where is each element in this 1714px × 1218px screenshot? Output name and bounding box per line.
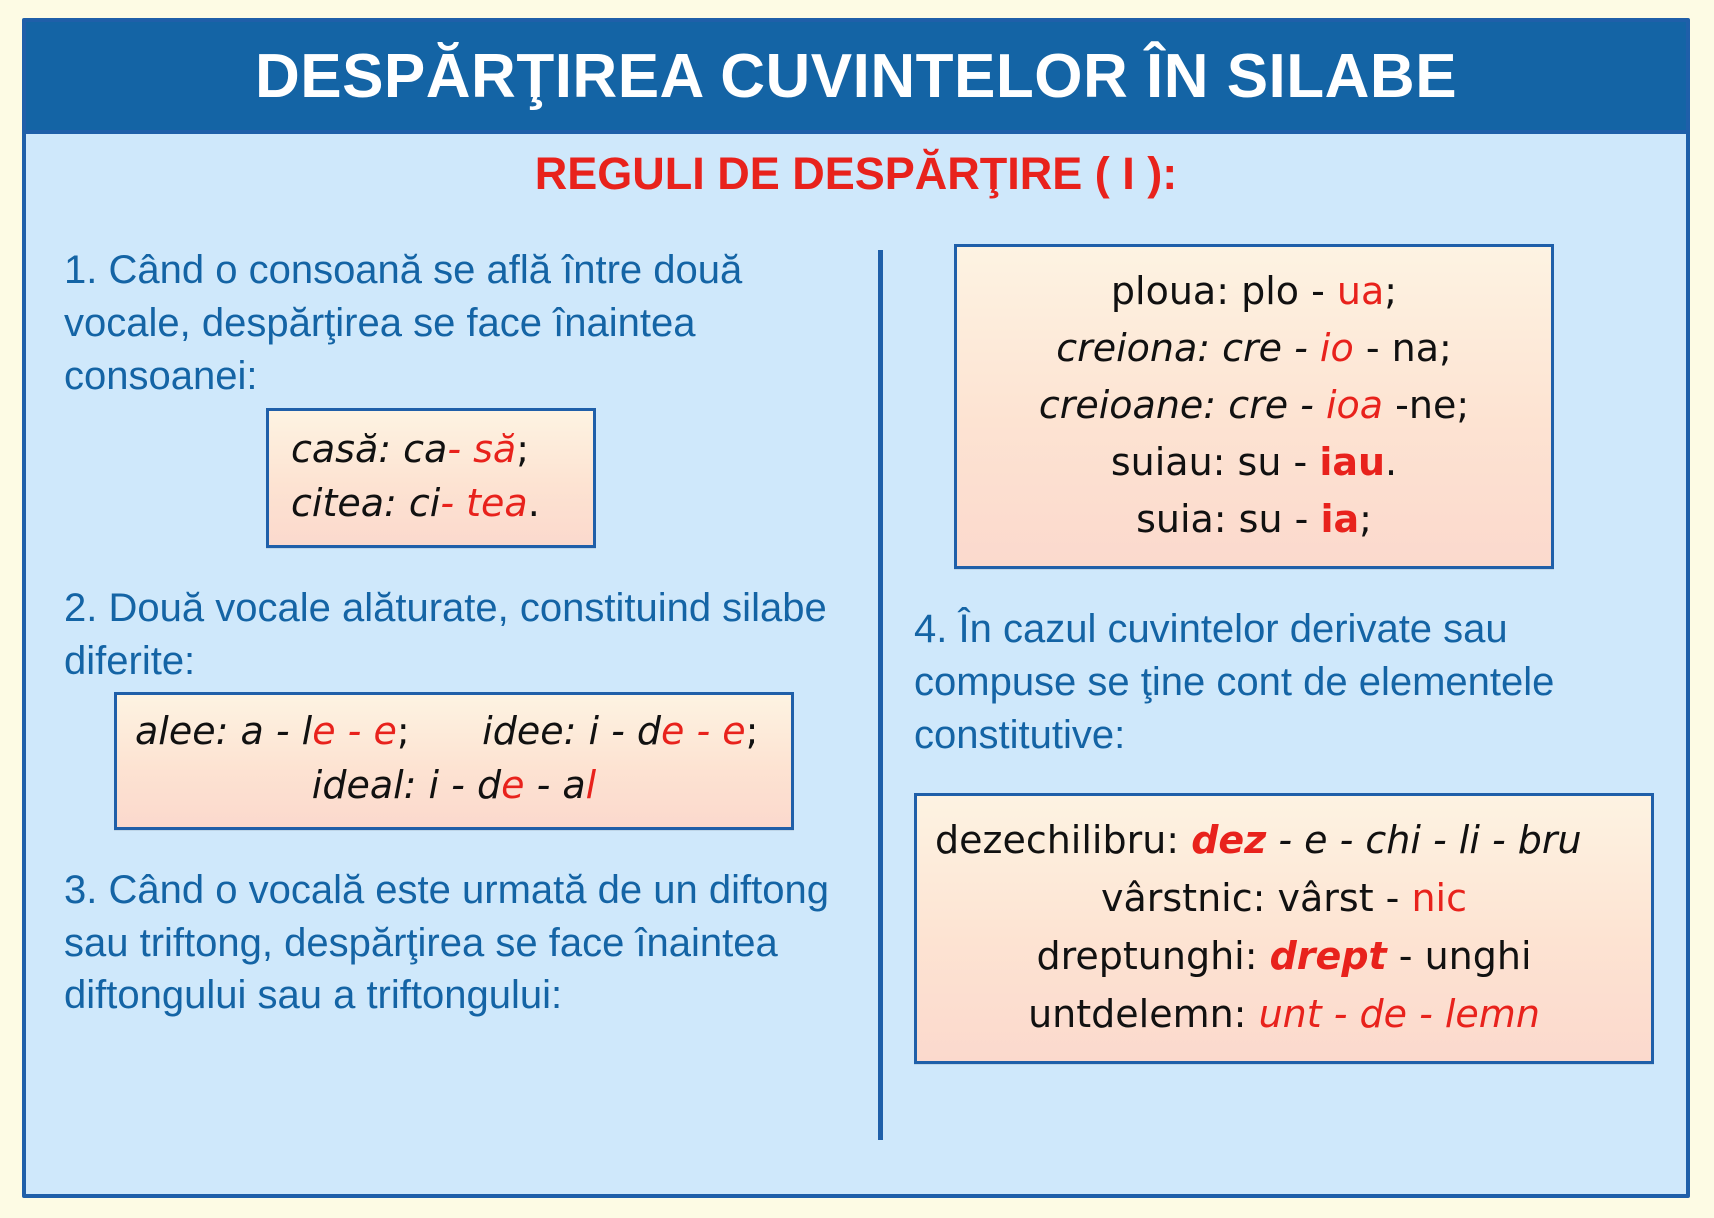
example-word: creiona: cre -	[1056, 326, 1320, 370]
example-word: suia: su -	[1136, 497, 1321, 541]
example-box-3	[954, 244, 1554, 569]
right-column	[914, 244, 1654, 1064]
example-highlight: - tea	[440, 481, 528, 526]
example-punctuation: ;	[1359, 497, 1372, 541]
example-highlight: e	[501, 762, 525, 807]
example-highlight: l	[585, 762, 597, 807]
example-highlight: ua	[1336, 269, 1385, 313]
example-highlight: - să	[447, 427, 517, 472]
left-column	[64, 244, 854, 1022]
example-line	[935, 986, 1633, 1044]
example-word: dezechilibru:	[935, 818, 1192, 863]
example-punctuation: -ne;	[1383, 383, 1470, 427]
example-line	[291, 477, 577, 531]
example-highlight: e - e	[661, 708, 746, 753]
example-word: casă: ca	[291, 427, 448, 472]
example-box-2	[114, 692, 794, 830]
example-word: idee: i - d	[482, 708, 662, 753]
example-word: untdelemn:	[1028, 991, 1259, 1036]
example-highlight: iau	[1319, 440, 1386, 484]
spacer	[914, 767, 1654, 793]
example-highlight: e - e	[312, 708, 397, 753]
example-punctuation: ;	[516, 427, 530, 472]
example-punctuation: ;	[396, 708, 410, 753]
example-highlight: ioa	[1325, 383, 1384, 427]
example-word: dreptunghi:	[1036, 933, 1270, 978]
rule-2-text: 2. Două vocale alăturate, constituind silabe diferite:	[64, 586, 827, 684]
example-line	[977, 263, 1531, 320]
example-box-4	[914, 793, 1654, 1064]
example-highlight: ia	[1320, 497, 1360, 541]
example-word: suiau: su -	[1110, 440, 1320, 484]
spacer	[64, 548, 854, 582]
example-punctuation: .	[527, 481, 540, 526]
example-word: ideal: i - d	[311, 762, 502, 807]
example-punctuation: - na;	[1353, 326, 1452, 370]
example-highlight: drept	[1269, 933, 1387, 978]
example-line	[291, 423, 577, 477]
page-title: DESPĂRŢIREA CUVINTELOR ÎN SILABE	[254, 41, 1458, 111]
example-punctuation: .	[1385, 440, 1398, 484]
example-highlight: unt - de - lemn	[1258, 991, 1540, 1036]
example-word: alee: a - l	[135, 708, 313, 753]
example-highlight: io	[1319, 326, 1354, 370]
title-bar	[26, 22, 1686, 134]
example-box-1	[266, 408, 596, 548]
example-highlight: dez	[1191, 818, 1267, 863]
rule-4-text: 4. În cazul cuvintelor derivate sau compuse se ţine cont de elementele constitutive:	[914, 607, 1555, 757]
example-line	[977, 377, 1531, 434]
example-line	[977, 434, 1531, 491]
example-word: vârstnic: vârst -	[1100, 876, 1412, 921]
example-punctuation: ;	[745, 708, 759, 753]
example-line	[977, 491, 1531, 548]
rule-3-text: 3. Când o vocală este urmată de un diftong sau triftong, despărţirea se face înaintea diftongului sau a triftongului:	[64, 867, 829, 1018]
spacer	[914, 569, 1654, 603]
poster-container	[22, 18, 1690, 1198]
example-punctuation: - unghi	[1386, 933, 1532, 978]
example-line	[135, 759, 773, 813]
example-word: ploua: plo -	[1110, 269, 1337, 313]
example-highlight: nic	[1411, 876, 1468, 921]
example-word: - a	[524, 762, 586, 807]
example-word: citea: ci	[291, 481, 441, 526]
rule-1-text: 1. Când o consoană se află între două vocale, despărţirea se face înaintea consoanei:	[64, 248, 743, 398]
example-line	[935, 870, 1633, 928]
example-line	[935, 812, 1633, 870]
example-word: creioane: cre -	[1038, 383, 1326, 427]
example-line	[977, 320, 1531, 377]
example-line	[935, 928, 1633, 986]
spacer	[64, 830, 854, 864]
example-line	[135, 705, 773, 759]
column-divider	[878, 250, 883, 1140]
subtitle: REGULI DE DESPĂRŢIRE ( I ):	[534, 148, 1178, 199]
example-punctuation: - e - chi - li - bru	[1266, 818, 1582, 863]
example-punctuation: ;	[1384, 269, 1398, 313]
